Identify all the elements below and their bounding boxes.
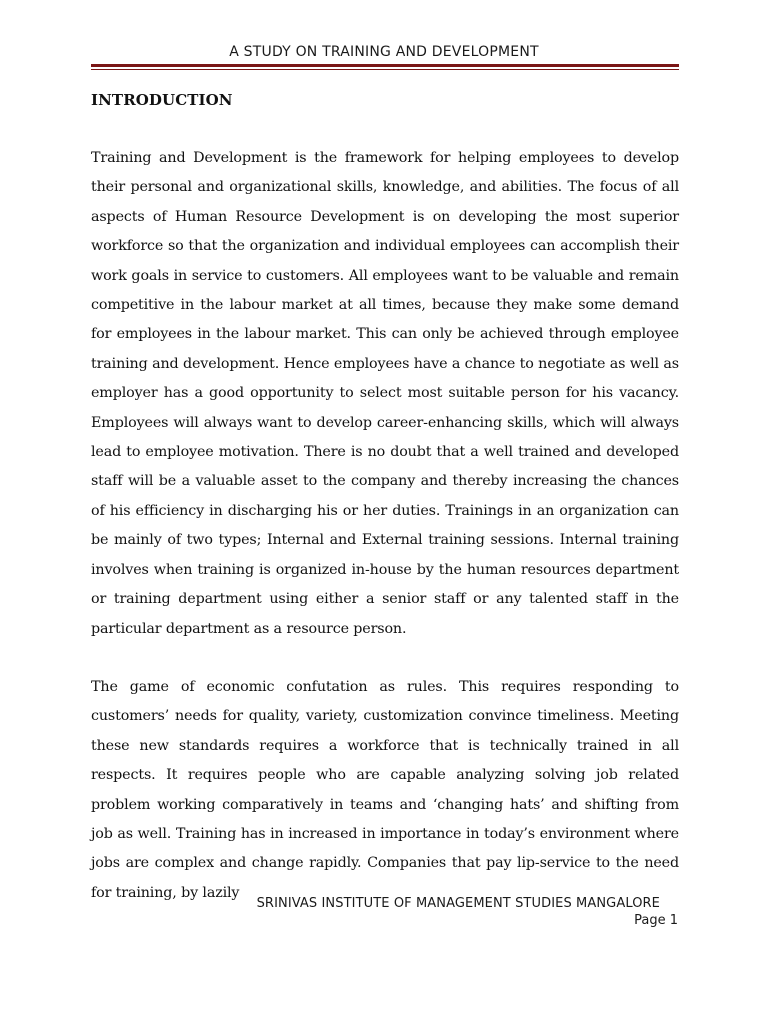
header-rule-thick (91, 64, 679, 67)
paragraph-1: Training and Development is the framework for helping employees to develop their personal and organizational skills, knowledge, and abilities. The focus of all aspects of Human Resource Development is on developing the most superior workforce so that the organization and individual employees can accomplish their work goals in service to customers. All employees want to be valuable and remain competitive in the labour market at all times, because they make some demand for employees in the labour market. This can only be achieved through employee training and development. Hence employees have a chance to negotiate as well as employer has a good opportunity to select most suitable person for his vacancy. Employees will always want to develop career-enhancing skills, which will always lead to employee motivation. There is no doubt that a well trained and developed staff will be a valuable asset to the company and thereby increasing the chances of his efficiency in discharging his or her duties. Trainings in an organization can be mainly of two types; Internal and External training sessions. Internal training involves when training is organized in-house by the human resources department or training department using either a senior staff or any talented staff in the particular department as a resource person. (91, 150, 679, 637)
footer-page-number: Page 1 (634, 913, 678, 928)
header-rule-thin (91, 69, 679, 70)
paragraph-2: The game of economic confutation as rules. This requires responding to customers’ needs for quality, variety, customization convince timeliness. Meeting these new standards requires a workforce that is technically trained in all respects. It requires people who are capable analyzing solving job related problem working comparatively in teams and ‘changing hats’ and shifting from job as well. Training has in increased in importance in today’s environment where jobs are complex and change rapidly. Companies that pay lip-service to the need for training, by lazily (91, 678, 679, 901)
section-heading: INTRODUCTION (91, 91, 233, 109)
main-content (91, 86, 679, 908)
running-header-title: A STUDY ON TRAINING AND DEVELOPMENT (229, 44, 539, 60)
footer-institute-name: SRINIVAS INSTITUTE OF MANAGEMENT STUDIES MANGALORE (256, 896, 660, 911)
